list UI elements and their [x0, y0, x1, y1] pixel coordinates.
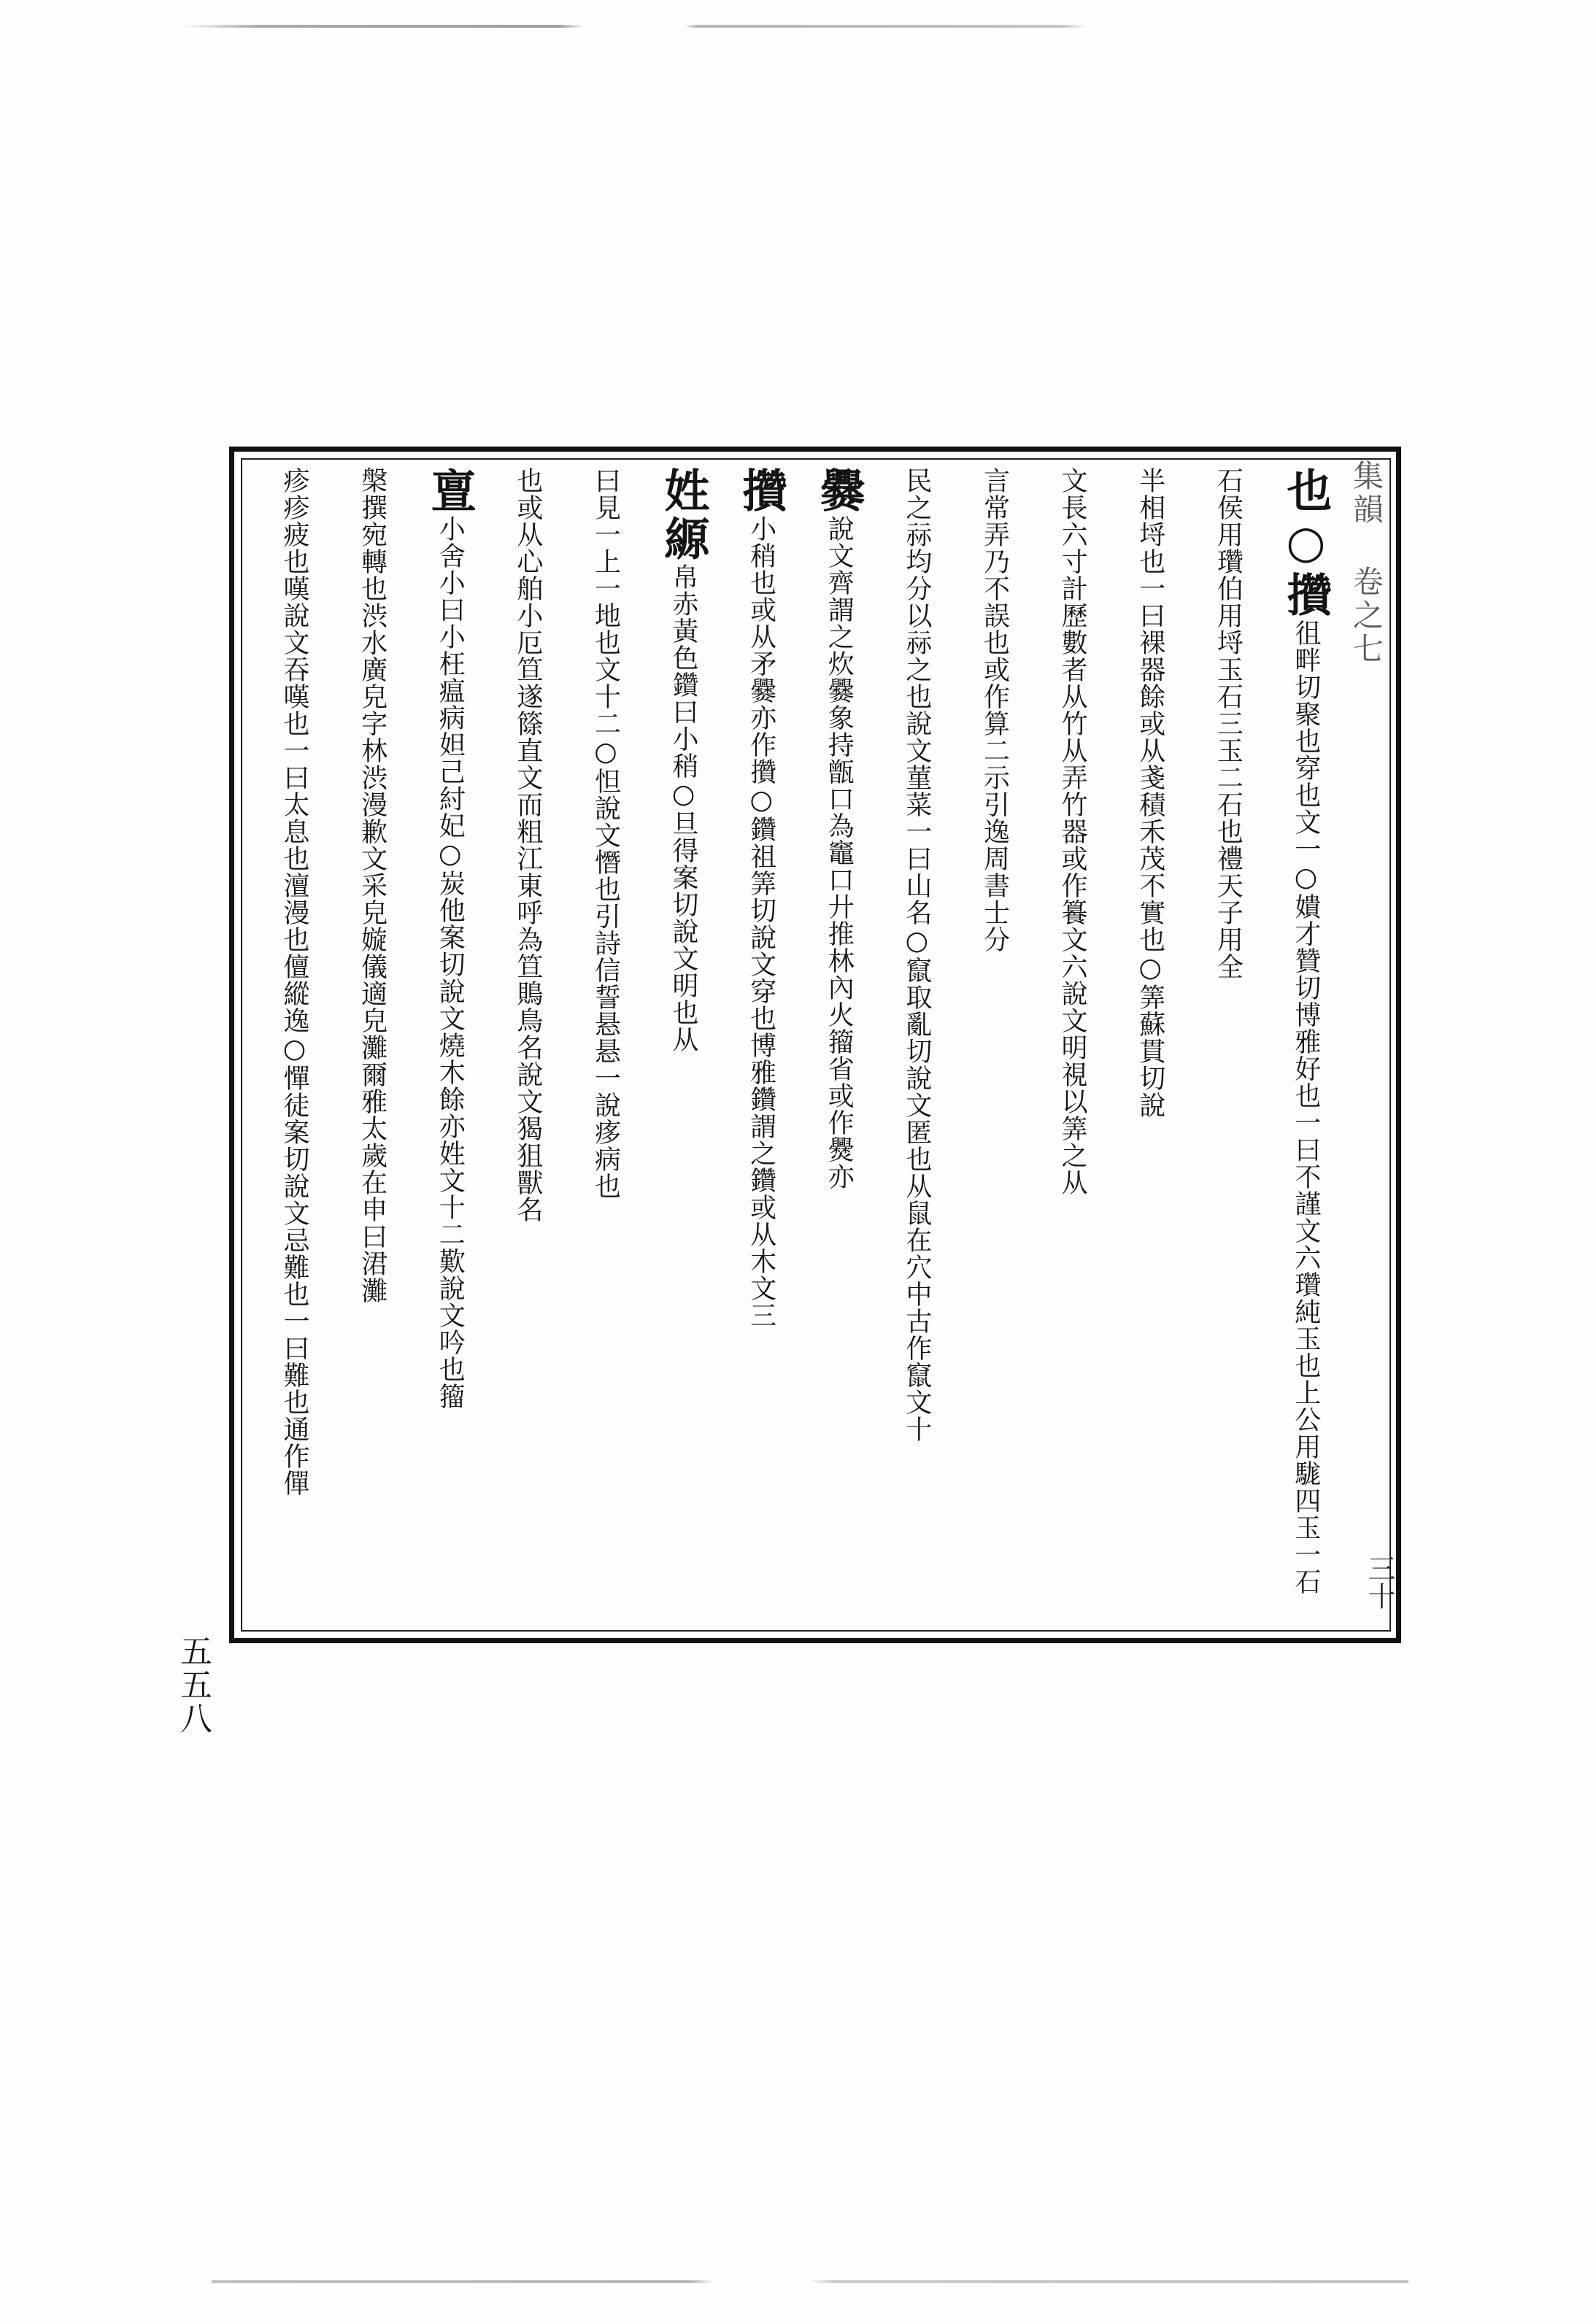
text-column: [260, 467, 328, 1620]
entry-character: 爨: [812, 467, 866, 515]
text-column: [1116, 467, 1184, 1620]
annotation-text: 文長六寸計歷數者从竹从弄竹器或作籑文六說文明視以筭之从: [1057, 467, 1088, 1196]
annotation-text: 帛赤黃色鑽曰小稍○旦得案切說文明也从: [668, 563, 699, 1053]
annotation-text: 小稍也或从矛爨亦作攢○鑽祖筭切說文穿也博雅鑽謂之鑽或从木文三: [746, 515, 776, 1329]
running-head: 集韻 卷之七: [1349, 460, 1384, 666]
scan-artifact-top: [182, 25, 1438, 28]
text-column: [571, 467, 639, 1620]
text-column: [1271, 467, 1340, 1620]
text-column: [804, 467, 873, 1620]
annotation-text: 半相埒也一曰裸器餘或从戔積禾茂不實也○筭蘇貫切說: [1135, 467, 1165, 1119]
entry-character: 姓縓: [657, 467, 711, 563]
annotation-text: 民之祘均分以祘之也說文菫菜一曰山名○竄取亂切說文匿也从鼠在穴中古作竄文十: [901, 467, 932, 1443]
entry-character: 攢: [734, 467, 788, 515]
entry-character: 亶: [423, 467, 477, 515]
text-body: [260, 467, 1340, 1620]
annotation-text: 石侯用瓚伯用埒玉石三玉二石也禮天子用全: [1213, 467, 1244, 980]
section-mark: 三十: [1363, 1554, 1395, 1610]
scan-artifact-bottom: [212, 2280, 1408, 2283]
annotation-text: 槃撰宛轉也渋水廣皃字林渋漫歉文采皃嫙儀適皃灘爾雅太歲在申曰涒灘: [357, 467, 388, 1304]
page-number: 五五八: [174, 1634, 212, 1735]
text-column: [338, 467, 406, 1620]
annotation-text: 言常弄乃不誤也或作算二示引逸周書士分: [979, 467, 1010, 953]
text-column: [649, 467, 717, 1620]
text-column: [727, 467, 795, 1620]
annotation-text: 也或从心舶小厄笪遂篨直文而粗江東呼為笪鵙鳥名說文猲狙獸名: [512, 467, 543, 1223]
text-column: [1038, 467, 1106, 1620]
annotation-text: 疹疹疲也嘆說文吞嘆也一曰太息也澶漫也儃縱逸○憚徒案切說文忌難也一曰難也通作僤: [280, 467, 309, 1497]
annotation-text: 徂畔切聚也穿也文一○嬇才贊切博雅好也一曰不謹文六瓚純玉也上公用駹四玉一石: [1290, 619, 1321, 1595]
annotation-text: 小舍小曰小枉瘟病妲己紂妃○炭他案切說文燒木餘亦姓文十二歎說文吟也籀: [435, 515, 466, 1410]
text-column: [1193, 467, 1262, 1620]
entry-character: 也○攢: [1279, 467, 1333, 619]
annotation-text: 曰見一上一地也文十二○怛說文憯也引詩信誓悬悬一說痑病也: [590, 467, 621, 1200]
text-column: [960, 467, 1028, 1620]
text-column: [882, 467, 951, 1620]
annotation-text: 說文齊謂之炊爨象持甑口為竈口廾推林內火籀省或作㸑亦: [824, 515, 855, 1190]
text-column: [415, 467, 484, 1620]
text-column: [493, 467, 562, 1620]
